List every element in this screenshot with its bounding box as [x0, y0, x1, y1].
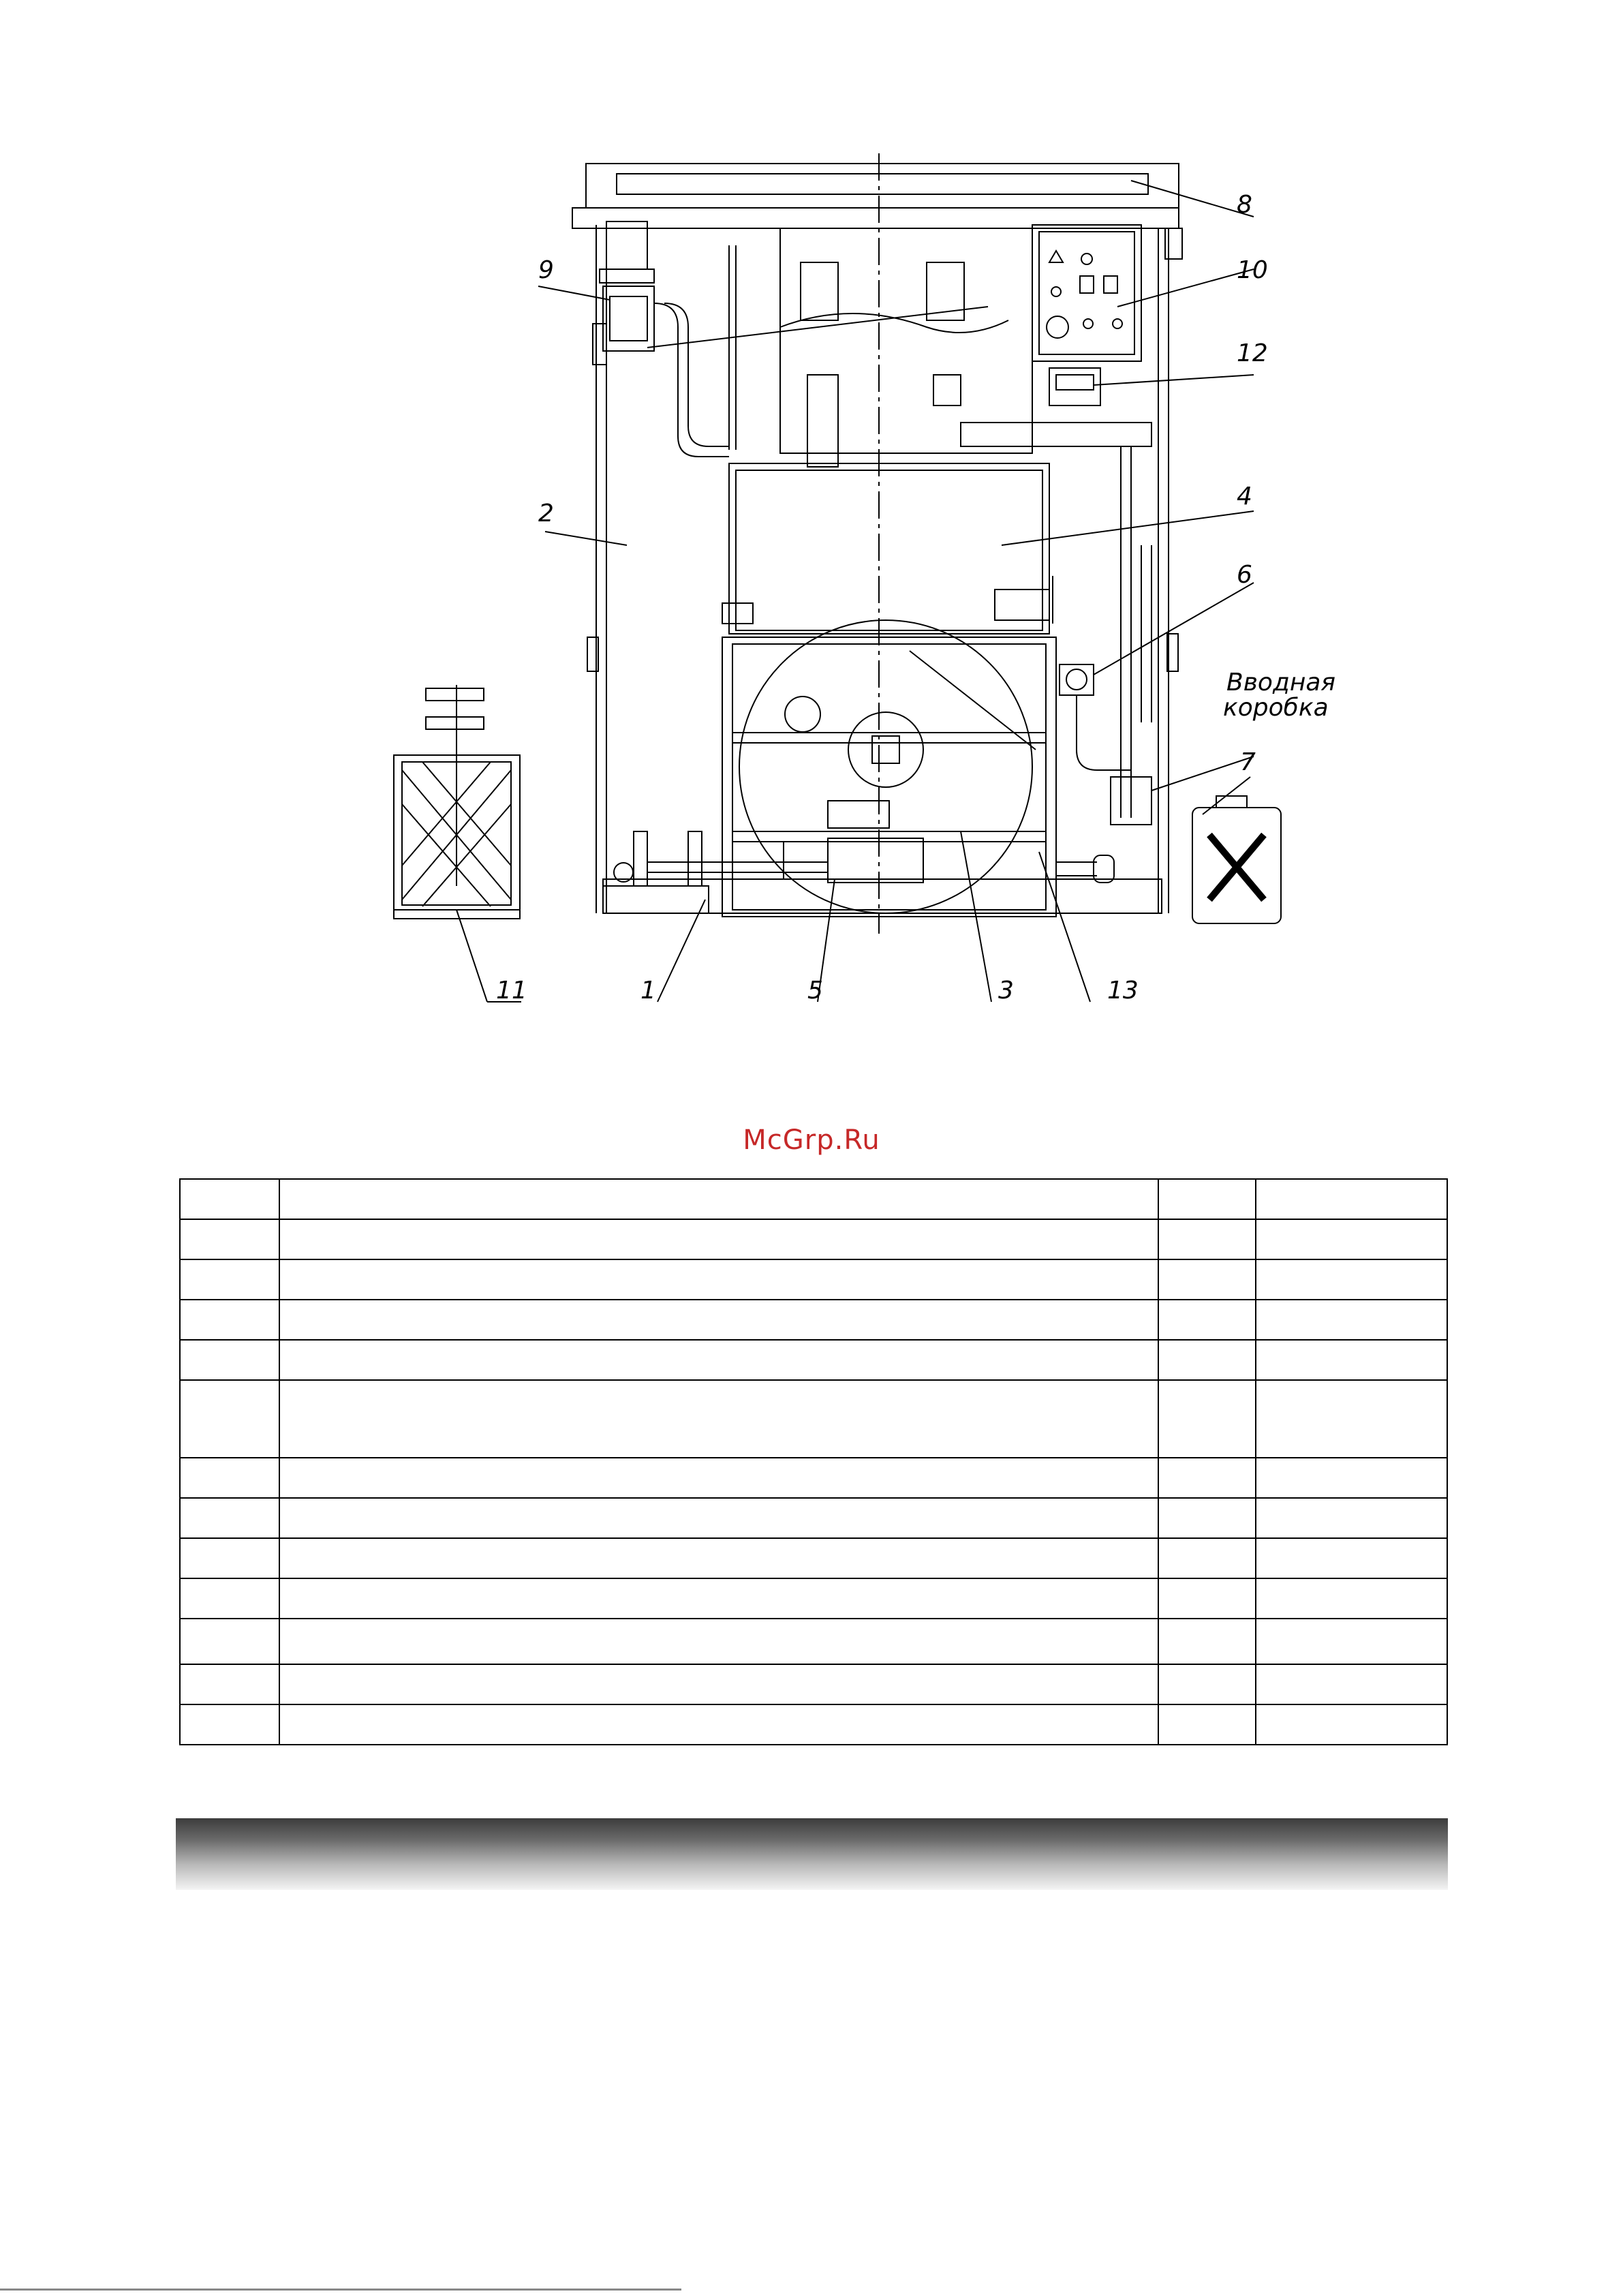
control-panel-10: [1032, 225, 1141, 361]
top-frame: [572, 153, 1182, 934]
base-1: [603, 879, 1162, 913]
callout-11: 11: [496, 977, 527, 1005]
junction-box-label-1: Вводная: [1226, 669, 1336, 697]
table-row: [180, 1219, 1447, 1259]
canister-7: [1192, 796, 1281, 923]
callout-2: 2: [538, 500, 554, 527]
motor-pump-5: [614, 801, 923, 886]
table-row: [180, 1619, 1447, 1664]
table-row: [180, 1300, 1447, 1340]
callout-1: 1: [640, 977, 656, 1005]
table-row: [180, 1664, 1447, 1704]
table-row: [180, 1340, 1447, 1380]
callout-10: 10: [1237, 256, 1268, 284]
callout-7: 7: [1240, 748, 1256, 776]
table-row: [180, 1578, 1447, 1619]
table-row: [180, 1704, 1447, 1745]
footer-line: [0, 2289, 681, 2291]
watermark: McGrp.Ru: [743, 1124, 880, 1156]
junction-box-label-2: коробка: [1223, 694, 1329, 722]
unit-9: [593, 221, 729, 457]
filter-basket-11: [394, 685, 520, 919]
parts-table: [179, 1178, 1448, 1745]
table-row: [180, 1259, 1447, 1300]
callout-6: 6: [1237, 561, 1252, 589]
callout-9: 9: [538, 256, 554, 284]
callout-5: 5: [807, 977, 823, 1005]
table-row: [180, 1380, 1447, 1458]
callout-8: 8: [1237, 191, 1252, 219]
table-row: [180, 1458, 1447, 1498]
table-row: [180, 1538, 1447, 1578]
callout-12: 12: [1237, 339, 1268, 367]
table-row: [180, 1498, 1447, 1538]
callout-13: 13: [1107, 977, 1139, 1005]
equipment-drawing: [0, 0, 1623, 1063]
callout-3: 3: [998, 977, 1014, 1005]
callout-4: 4: [1237, 483, 1252, 510]
gradient-bar: [176, 1818, 1448, 1890]
unit-12: [1049, 368, 1100, 405]
table-row: [180, 1179, 1447, 1219]
tank-4: [722, 446, 1151, 818]
